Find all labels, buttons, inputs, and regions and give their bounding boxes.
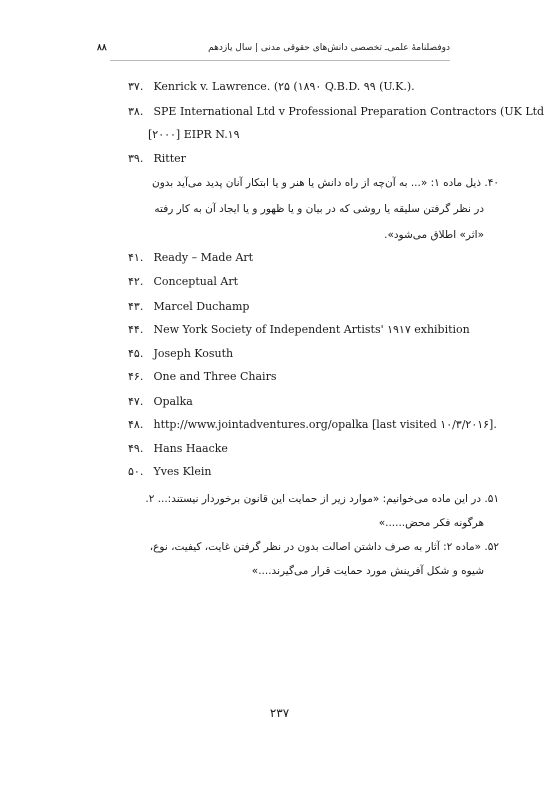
note-text: Ready – Made Art [153,251,254,264]
note-text: http://www.jointadventures.org/opalka [last visited ۱۰/۳/۲۰۱۶]. [153,418,497,431]
note-number: ۴۶. [128,370,144,383]
note-text: Conceptual Art [153,275,239,288]
note-number: ۴۴. [128,323,144,336]
endnote-49 [128,442,228,456]
note-number: ۵۲. [484,541,499,553]
endnote-43 [128,300,249,314]
endnote-37 [128,80,415,94]
endnote-41 [128,251,253,265]
note-number: ۳۹. [128,152,144,165]
endnote-46 [128,370,276,384]
note-text: Marcel Duchamp [153,300,250,313]
note-text: ذیل ماده ۱: «... به آن‌چه از راه دانش یا هنر و یا ابتکار آنان پدید می‌آید بدون [151,177,482,189]
note-number: ۳۸. [128,105,144,118]
header-rule [110,60,450,61]
note-number: ۴۲. [128,275,144,288]
note-number: ۴۳. [128,300,144,313]
note-number: ۴۹. [128,442,144,455]
endnote-47 [128,395,193,409]
endnote-38 [128,105,544,119]
note-number: ۵۱. [484,493,499,505]
note-text: Hans Haacke [153,442,228,455]
note-number: ۴۰. [484,177,499,189]
endnote-39 [128,152,186,166]
note-text: Opalka [153,395,193,408]
running-header-mark: ۸۸ [97,43,107,53]
note-text: One and Three Chairs [153,370,277,383]
note-text: Yves Klein [153,465,212,478]
note-number: ۳۷. [128,80,144,93]
note-number: ۴۵. [128,347,144,360]
endnote-48 [128,418,497,432]
endnote-40 [152,176,499,190]
note-text: در این ماده می‌خوانیم: «موارد زیر از حمایت این قانون برخوردار نیستند:... ۲. [145,493,482,505]
endnote-44 [128,323,470,337]
endnote-51-continuation: هرگونه فکر محض......» [378,517,484,529]
endnote-50 [128,465,211,479]
page-number: ۲۳۷ [269,706,290,720]
endnote-52-continuation: شیوه و شکل آفرینش مورد حمایت قرار می‌گیرند....» [251,565,484,577]
endnote-40-continuation-2: «اثر» اطلاق می‌شود». [384,229,484,241]
note-text: Kenrick v. Lawrence. (۲۵ (۱۸۹۰ Q.B.D. ۹۹ (U.K.). [153,80,415,93]
note-text: «ماده ۲: آثار به صرف داشتن اصالت بدون در نظر گرفتن غایت، کیفیت، نوع، [149,541,482,553]
note-number: ۴۸. [128,418,144,431]
running-header: دوفصلنامهٔ علمی‌ـ تخصصی دانش‌های حقوقی مدنی | سال یازدهم [208,43,450,53]
note-number: ۴۷. [128,395,144,408]
note-text: Joseph Kosuth [153,347,234,360]
endnote-38-continuation: [۲۰۰۰] EIPR N.۱۹ [148,128,240,141]
endnote-40-continuation-1: در نظر گرفتن سلیقه یا روشی که در بیان و یا ظهور و یا ایجاد آن به کار رفته [154,203,484,215]
note-text: Ritter [153,152,186,165]
note-number: ۴۱. [128,251,144,264]
endnote-52 [150,540,499,554]
note-number: ۵۰. [128,465,144,478]
endnote-42 [128,275,238,289]
note-text: SPE International Ltd v Professional Preparation Contractors (UK Ltd [153,105,545,118]
endnote-51 [145,492,499,506]
note-text: New York Society of Independent Artists' ۱۹۱۷ exhibition [153,323,470,336]
endnote-45 [128,347,233,361]
